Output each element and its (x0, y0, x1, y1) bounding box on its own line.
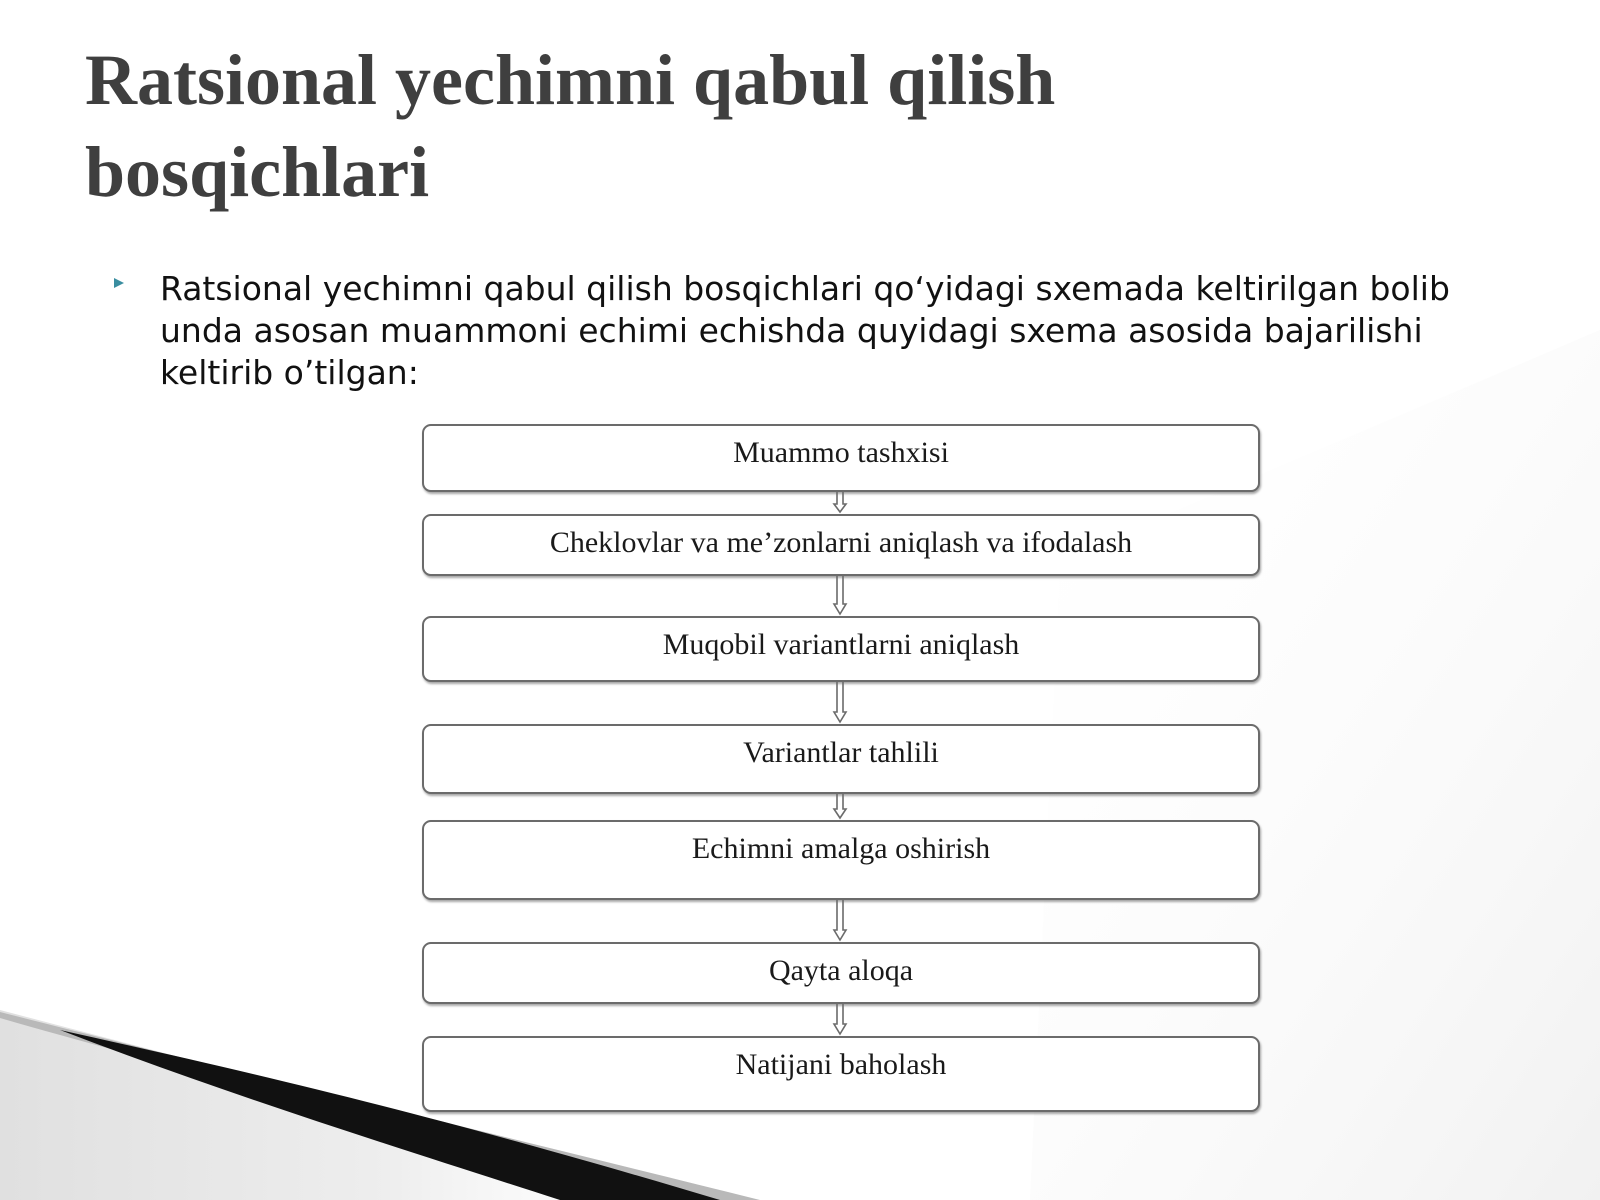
flow-step-implementation: Echimni amalga oshirish (422, 820, 1260, 900)
down-arrow-icon (829, 900, 851, 942)
flow-step-constraints: Cheklovlar va me’zonlarni aniqlash va ifodalash (422, 514, 1260, 576)
down-arrow-icon (829, 492, 851, 514)
down-arrow-icon (829, 682, 851, 724)
triangle-right-icon (112, 276, 126, 290)
flow-step-feedback: Qayta aloqa (422, 942, 1260, 1004)
flow-step-analysis: Variantlar tahlili (422, 724, 1260, 794)
flow-step-evaluation: Natijani baholash (422, 1036, 1260, 1112)
process-flow-diagram (422, 424, 1264, 1116)
down-arrow-icon (829, 1004, 851, 1036)
bullet-text: Ratsional yechimni qabul qilish bosqichlari qo‘yidagi sxemada keltirilgan bolib unda asosan muammoni echimi echishda quyidagi sxema asosida bajarilishi keltirib o’tilgan: (160, 269, 1450, 392)
down-arrow-icon (829, 576, 851, 616)
slide-title: Ratsional yechimni qabul qilish bosqichlari (85, 40, 1056, 212)
down-arrow-icon (829, 794, 851, 820)
flow-step-diagnosis: Muammo tashxisi (422, 424, 1260, 492)
flow-step-alternatives: Muqobil variantlarni aniqlash (422, 616, 1260, 682)
